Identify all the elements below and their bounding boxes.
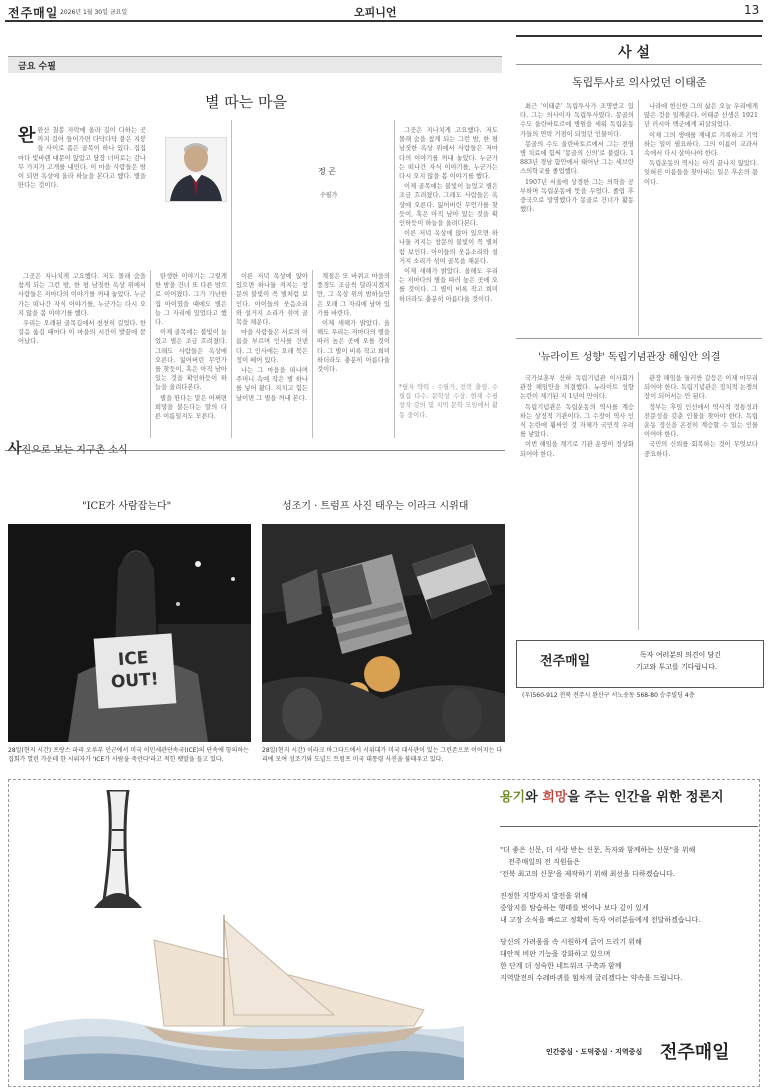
editorial-paragraph: 1907년 서울에 상경한 그는 의학을 공부하며 독립운동에 뜻을 두었다. 졸업 후 중국으로 망명했다가 몽골로 건너가 활동했다. (520, 178, 634, 214)
ad-line: 중앙지를 탐습하는 행태를 벗어나 보다 깊이 있게 (500, 904, 649, 912)
column-paragraph: 이른 저녁 옥상에 앉아 있으면 하나둘 켜지는 창문의 불빛이 꼭 별처럼 보인다. 아이들의 웃음소리와 설거지 소리가 섞여 골목을 채운다. (399, 230, 498, 265)
editorial-paragraph: 이제 그의 생애를 제대로 기록하고 기억하는 일이 필요하다. 그의 이름이 교과서 속에서 다시 살아나야 한다. (644, 131, 758, 158)
column-text-2 (155, 272, 227, 438)
ad-line: 지역발전의 수레바퀴를 힘차게 굴리겠다는 약속을 드립니다. (500, 974, 683, 982)
column-paragraph: 이제 새해가 밝았다. 올해도 우리는 저마다의 별을 따러 높은 곳에 오를 것이다. 그 별이 비록 작고 희미하더라도 충분히 아름다울 것이다. (317, 320, 390, 374)
editorial-title-2: '뉴라이트 성향' 독립기념관장 해임안 의결 (538, 352, 721, 363)
editorial-2-text-2 (644, 374, 758, 628)
column-paragraph: 우리는 오래된 골목길에서 천천히 걸었다. 한 걸음 옮길 때마다 이 마을의 시간이 발끝에 묻어났다. (18, 320, 146, 346)
ad-headline-courage: 용기 (500, 790, 526, 805)
editorial-paragraph: 국민의 신뢰를 회복하는 것이 무엇보다 중요하다. (644, 441, 758, 458)
column-text-5 (399, 126, 498, 378)
column-text-lead (18, 126, 146, 264)
ad-line: 내 고장 소식을 빠르고 정확히 독자 여러분들에게 전달하겠습니다. (500, 916, 701, 924)
editorial-paragraph: 정부는 후임 인선에서 역사적 정통성과 전문성을 갖춘 인물을 찾아야 한다. 독립운동 정신을 온전히 계승할 수 있는 인물이어야 한다. (644, 403, 758, 439)
ad-line: 전주매일의 전 직원들은 (508, 858, 581, 866)
editorial-top-rule (516, 35, 762, 37)
editorial-paragraph: 이번 해임을 계기로 기관 운영이 정상화되어야 한다. (520, 441, 634, 458)
photo-ice-protest (8, 524, 251, 742)
ad-logo: 전주매일 (660, 1042, 730, 1063)
ad-dashed-border (8, 779, 760, 1087)
ad-line: 한 단계 더 성숙한 네트워크 구축과 함께 (500, 962, 622, 970)
drop-cap: 완 (18, 126, 36, 146)
author-photo (165, 137, 227, 202)
editorial-separator (516, 338, 762, 339)
column-paragraph: 이제 새해가 밝았다. 올해도 우리는 저마다의 별을 따러 높은 곳에 오를 것이다. 그 별이 비록 작고 희미하더라도 충분히 아름다울 것이다. (399, 268, 498, 303)
column-author-note: *필자 약력 : 수필가, 전북 출생. 수필집 다수. 문학상 수상. 현재 수필 창작 강의 및 지역 문학 모임에서 활동 중이다. (399, 384, 498, 419)
ad-line: 당신의 가려움을 속 시원하게 긁어 드리기 위해 (500, 938, 642, 946)
column-paragraph: 이제 골목에는 불빛이 늘었고 별은 조금 흐려졌다. 그래도 사람들은 옥상에 오른다. 잃어버린 무언가를 찾듯이, 혹은 아직 남아 있는 것을 확인하듯이 하늘을 올려다본다. (399, 183, 498, 228)
ad-headline-hope: 희망 (542, 790, 568, 805)
editorial-paragraph: 국가보훈부 산하 독립기념관 이사회가 관장 해임안을 의결했다. 뉴라이트 성향 논란이 제기된 지 1년여 만이다. (520, 375, 634, 401)
column-divider-2 (231, 120, 232, 438)
column-paragraph: 마을 사람들은 서로의 이름을 부르며 인사를 건넨다. 그 인사에는 오래 묵은 정이 배어 있다. (236, 329, 308, 364)
issue-date: 2026년 1월 30일 금요일 (60, 9, 128, 16)
column-lead-paragraph: 완산 칠봉 자락에 올라 길이 다하는 곳까지 걸어 들어가면 다닥다닥 붙은 지붕들 사이로 좁은 골목이 하나 있다. 집집마다 빛바랜 대문이 앉았고 담장 너머로는 감나무 가지가 고개를 내민다. 이 마을 사람들은 밤이 되면 옥상에 올라 하늘을 본다고 했다. 별을 딴다는 것이다. (18, 127, 146, 190)
editorial-paragraph: 몽골의 수도 울란바토르에서 그는 전염병 치료에 힘써 '몽골의 신의'로 불렸다. 1883년 경남 함안에서 태어난 그는 세브란스의학교를 졸업했다. (520, 140, 634, 176)
ad-line: 대안적 비판 기능을 강화하고 있으며 (500, 950, 611, 958)
column-paragraph: 별을 딴다는 말은 어쩌면 희망을 붙든다는 말의 다른 이름일지도 모른다. (155, 394, 227, 421)
column-paragraph: 그곳은 지나치게 고요했다. 저도 몰래 숨을 참게 되는 그런 밤, 한 평 남짓한 옥상 위에서 사람들은 저마다의 이야기를 꺼내 놓았다. 누군가는 떠나간 자식 이야기를, 누군가는 다시 오지 않을 봄 이야기를 했다. (399, 127, 498, 181)
editorial-paragraph: 최근 '이태준' 독립투사가 조명받고 있다. 그는 의사이자 독립투사였다. 몽골의 수도 울란바토르에 병원을 세워 독립운동가들의 연락 거점이 되었던 인물이다. (520, 103, 634, 138)
column-label-bar (8, 56, 502, 73)
editorial-paragraph: 독립운동의 역사는 아직 끝나지 않았다. 잊혀진 이름들을 찾아내는 일은 후손의 몫이다. (644, 160, 758, 186)
photo-right-title: 성조기 · 트럼프 사진 태우는 이라크 시위대 (282, 501, 469, 512)
column-paragraph: 이른 저녁 옥상에 앉아 있으면 하나둘 켜지는 창문의 불빛이 꼭 별처럼 보인다. 아이들의 웃음소리와 설거지 소리가 섞여 골목을 채운다. (236, 273, 308, 327)
editorial-label-rule (516, 64, 762, 65)
column-divider-3 (312, 270, 313, 438)
editorial-divider-2 (638, 372, 639, 630)
column-divider-1 (150, 270, 151, 438)
reader-box-message-1: 독자 여러분의 의견이 담긴 (640, 651, 722, 659)
column-paragraph: 그곳은 지나치게 고요했다. 저도 몰래 숨을 참게 되는 그런 밤, 한 평 남짓한 옥상 위에서 사람들은 저마다의 이야기를 꺼내 놓았다. 누군가는 떠나간 자식 이야기를, 누군가는 다시 오지 않을 봄 이야기를 했다. (18, 273, 146, 317)
ad-headline-rest: 을 주는 인간을 위한 정론지 (567, 790, 724, 805)
column-text-1 (18, 272, 146, 438)
ad-slogan: 인간중심 · 도덕중심 · 지역중심 (546, 1048, 643, 1056)
editorial-title-1: 독립투사로 의사었던 이태준 (572, 76, 707, 89)
photo-left-title: "ICE가 사람잡는다" (82, 501, 172, 512)
section-title: 오피니언 (354, 6, 397, 19)
ad-line: 진정한 지방자치 발전을 위해 (500, 892, 588, 900)
column-title: 별 따는 마을 (205, 93, 287, 111)
column-text-4 (317, 272, 390, 438)
editorial-divider-1 (638, 100, 639, 336)
author-role: 수필가 (320, 192, 338, 199)
column-paragraph: 나는 그 마을을 떠나며 주머니 속에 작은 별 하나를 넣어 왔다. 지치고 힘든 날이면 그 별을 꺼내 본다. (236, 367, 308, 402)
column-paragraph: 이제 골목에는 불빛이 늘었고 별은 조금 흐려졌다. 그래도 사람들은 옥상에 오른다. 잃어버린 무언가를 찾듯이, 혹은 아직 남아 있는 것을 확인하듯이 하늘을 올려다본다. (155, 329, 227, 392)
newspaper-address: (우)560-912 전북 전주시 완산구 서노송동 568-80 승주빌딩 4층 (522, 692, 695, 699)
editorial-2-text-1 (520, 374, 634, 628)
photo-news-label-rest: 진으로 보는 지구촌 소식 (21, 445, 128, 456)
protest-sign-text: ICE OUT! (110, 647, 160, 693)
masthead: 전주매일 (8, 6, 59, 20)
column-label: 금요 수필 (18, 62, 56, 72)
editorial-paragraph: 독립기념관은 독립운동의 역사를 계승하는 상징적 기관이다. 그 수장이 역사 인식 논란에 휩싸인 것 자체가 국민적 우려를 낳았다. (520, 403, 634, 439)
editorial-1-text-1 (520, 102, 634, 334)
column-paragraph: 탄생한 이야기는 그렇게 한 밤을 건너 또 다른 밤으로 이어졌다. 그가 가난한 집 아이였을 때에도 별은 늘 그 자리에 있었다고 했다. (155, 273, 227, 327)
editorial-label: 사 설 (618, 45, 650, 61)
header-rule (5, 20, 763, 22)
photo-news-label (8, 438, 128, 458)
column-divider-4 (394, 120, 395, 438)
reader-box-message-2: 기고와 투고를 기다립니다. (636, 663, 718, 671)
reader-box-logo: 전주매일 (540, 654, 591, 669)
photo-news-label-first: 사 (8, 441, 22, 457)
author-name: 정 곤 (318, 167, 336, 176)
editorial-paragraph: 관장 해임을 둘러싼 갈등은 이제 마무리되어야 한다. 독립기념관은 정치적 논쟁의 장이 되어서는 안 된다. (644, 375, 758, 401)
ad-line: '전북 최고의 신문'을 제작하기 위해 최선을 다하겠습니다. (500, 870, 675, 878)
photo-left-caption: 28일(현지 시간) 프랑스 파리 오루부 인근에서 미국 이민세관단속국(ICE)의 단속에 항의하는 집회가 열린 가운데 한 시위자가 'ICE가 사람을 죽인다'라고 적힌 팻말을 들고 있다. (8, 747, 249, 763)
page-number: 13 (744, 3, 760, 17)
ad-quote: "더 좋은 신문, 더 사랑 받는 신문, 독자와 함께하는 신문"을 위해 (500, 846, 696, 854)
ad-headline-and: 와 (525, 790, 543, 805)
editorial-paragraph: 나라에 헌신한 그의 삶은 오늘 우리에게 많은 것을 일깨운다. 이태준 선생은 1921년 러시아 백군에게 피살되었다. (644, 103, 758, 129)
photo-iraq-protest (262, 524, 505, 742)
editorial-1-text-2 (644, 102, 758, 334)
photo-right-caption: 28일(현지 시간) 이라크 바그다드에서 시위대가 미국 대사관이 있는 그린존으로 이어지는 다리에 모여 성조기와 도널드 트럼프 미국 대통령 사진을 불태우고 있다. (262, 747, 503, 763)
column-text-3 (236, 272, 308, 438)
column-paragraph: 계절은 또 바뀌고 마을의 풍경도 조금씩 달라지겠지만, 그 옥상 위의 밤하늘만은 오래 그 자리에 남아 있기를 바란다. (317, 273, 390, 317)
